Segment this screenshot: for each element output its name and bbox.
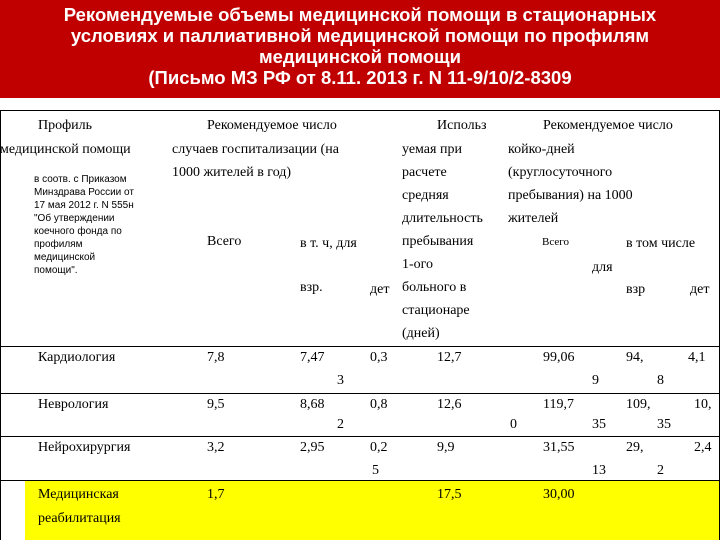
cases-total-header: Всего <box>207 234 242 249</box>
cell-bd-child-wrap: 2 <box>657 463 664 478</box>
cell-cases-adult: 7,47 <box>300 350 325 365</box>
los-header-line-1: Использ <box>437 118 487 133</box>
cell-bd-child: 10, <box>694 397 712 412</box>
profile-note-line-3: 17 мая 2012 г. N 555н <box>34 200 134 211</box>
title-line-3: медицинской помощи <box>258 46 462 67</box>
cell-los: 12,7 <box>437 350 462 365</box>
row-name-line-2: реабилитация <box>38 511 121 526</box>
cell-bd-total: 30,00 <box>543 487 575 502</box>
cell-cases-child: 0,8 <box>370 397 388 412</box>
beddays-adult-header: взр <box>626 282 646 297</box>
cell-los: 9,9 <box>437 440 455 455</box>
cell-cases-child-wrap: 3 <box>337 373 344 388</box>
title-line-2: условиях и паллиативной медицинской помощи по профилям <box>70 25 650 46</box>
los-header-line-5: длительность <box>402 211 483 226</box>
cell-cases-adult: 8,68 <box>300 397 325 412</box>
grid-line-left <box>0 110 1 540</box>
los-header-line-9: стационаре <box>402 303 470 318</box>
profile-note-line-5: коечного фонда по <box>34 226 122 237</box>
cell-los: 17,5 <box>437 487 462 502</box>
cell-cases-child-wrap: 2 <box>337 417 344 432</box>
los-header-line-7: 1-ого <box>402 257 434 272</box>
cell-bd-child: 4,1 <box>688 350 706 365</box>
row-name: Нейрохирургия <box>38 440 131 455</box>
cell-cases-total: 7,8 <box>207 350 225 365</box>
profile-header-line-2: медицинской помощи <box>0 142 131 157</box>
cell-bd-child: 2,4 <box>694 440 712 455</box>
beddays-child-header: дет <box>690 282 710 297</box>
profile-note-line-7: медицинской <box>34 252 96 263</box>
cases-header-line-3: 1000 жителей в год) <box>172 165 292 180</box>
beddays-incl-header: в том числе <box>626 236 696 251</box>
cell-cases-adult: 2,95 <box>300 440 325 455</box>
cell-bd-total: 119,7 <box>543 397 574 412</box>
title-line-1: Рекомендуемые объемы медицинской помощи в стационарных <box>63 4 657 25</box>
los-header-line-3: расчете <box>402 165 447 180</box>
cell-cases-child: 0,3 <box>370 350 388 365</box>
cell-cases-total: 9,5 <box>207 397 225 412</box>
los-header-line-2: уемая при <box>402 142 462 157</box>
cell-bd-adult-wrap: 35 <box>592 417 606 432</box>
cell-bd-total-wrap: 0 <box>510 417 517 432</box>
cell-bd-child-wrap: 35 <box>657 417 671 432</box>
profile-note-line-1: в соотв. с Приказом <box>34 174 127 185</box>
title-line-4: (Письмо МЗ РФ от 8.11. 2013 г. N 11-9/10/2-8309 <box>148 67 572 88</box>
cell-bd-total: 99,06 <box>543 350 575 365</box>
grid-line-top <box>0 110 720 111</box>
cell-bd-adult: 29, <box>626 440 644 455</box>
grid-line-row-3 <box>0 480 720 481</box>
los-header-line-4: средняя <box>402 188 449 203</box>
cases-incl-header: в т. ч, для <box>300 236 357 251</box>
cell-bd-child-wrap: 8 <box>657 373 664 388</box>
profile-note-line-4: "Об утверждении <box>34 213 115 224</box>
cell-cases-child-wrap: 5 <box>372 463 379 478</box>
beddays-total-header: Всего <box>542 236 569 248</box>
cell-bd-adult: 109, <box>626 397 651 412</box>
cases-adult-header: взр. <box>300 280 323 295</box>
row-name-line-1: Медицинская <box>38 487 119 502</box>
profile-note-line-6: профилям <box>34 239 83 250</box>
beddays-header-line-3: (круглосуточного <box>508 165 613 180</box>
beddays-header-line-5: жителей <box>508 211 559 226</box>
highlight-row-rehab <box>25 480 720 540</box>
beddays-header-line-4: пребывания) на 1000 <box>508 188 633 203</box>
cases-header-line-2: случаев госпитализации (на <box>172 142 339 157</box>
cell-cases-total: 3,2 <box>207 440 225 455</box>
row-name: Неврология <box>38 397 109 412</box>
row-name: Кардиология <box>38 350 116 365</box>
los-header-line-10: (дней) <box>402 326 440 341</box>
cell-bd-adult: 94, <box>626 350 644 365</box>
beddays-header-line-2: койко-дней <box>508 142 575 157</box>
profile-note-line-8: помощи". <box>34 265 78 276</box>
cell-bd-total: 31,55 <box>543 440 575 455</box>
beddays-header-line-1: Рекомендуемое число <box>543 118 673 133</box>
cases-child-header: дет <box>370 282 390 297</box>
cases-header-line-1: Рекомендуемое число <box>207 118 337 133</box>
cell-cases-total: 1,7 <box>207 487 225 502</box>
title-banner <box>0 0 720 98</box>
los-header-line-8: больного в <box>402 280 467 295</box>
cell-bd-adult-wrap: 9 <box>592 373 599 388</box>
cell-cases-child: 0,2 <box>370 440 388 455</box>
cell-bd-adult-wrap: 13 <box>592 463 606 478</box>
profile-note-line-2: Минздрава России от <box>34 187 134 198</box>
cell-los: 12,6 <box>437 397 462 412</box>
profile-header-line-1: Профиль <box>38 118 93 133</box>
beddays-for-header: для <box>592 260 613 275</box>
los-header-line-6: пребывания <box>402 234 474 249</box>
